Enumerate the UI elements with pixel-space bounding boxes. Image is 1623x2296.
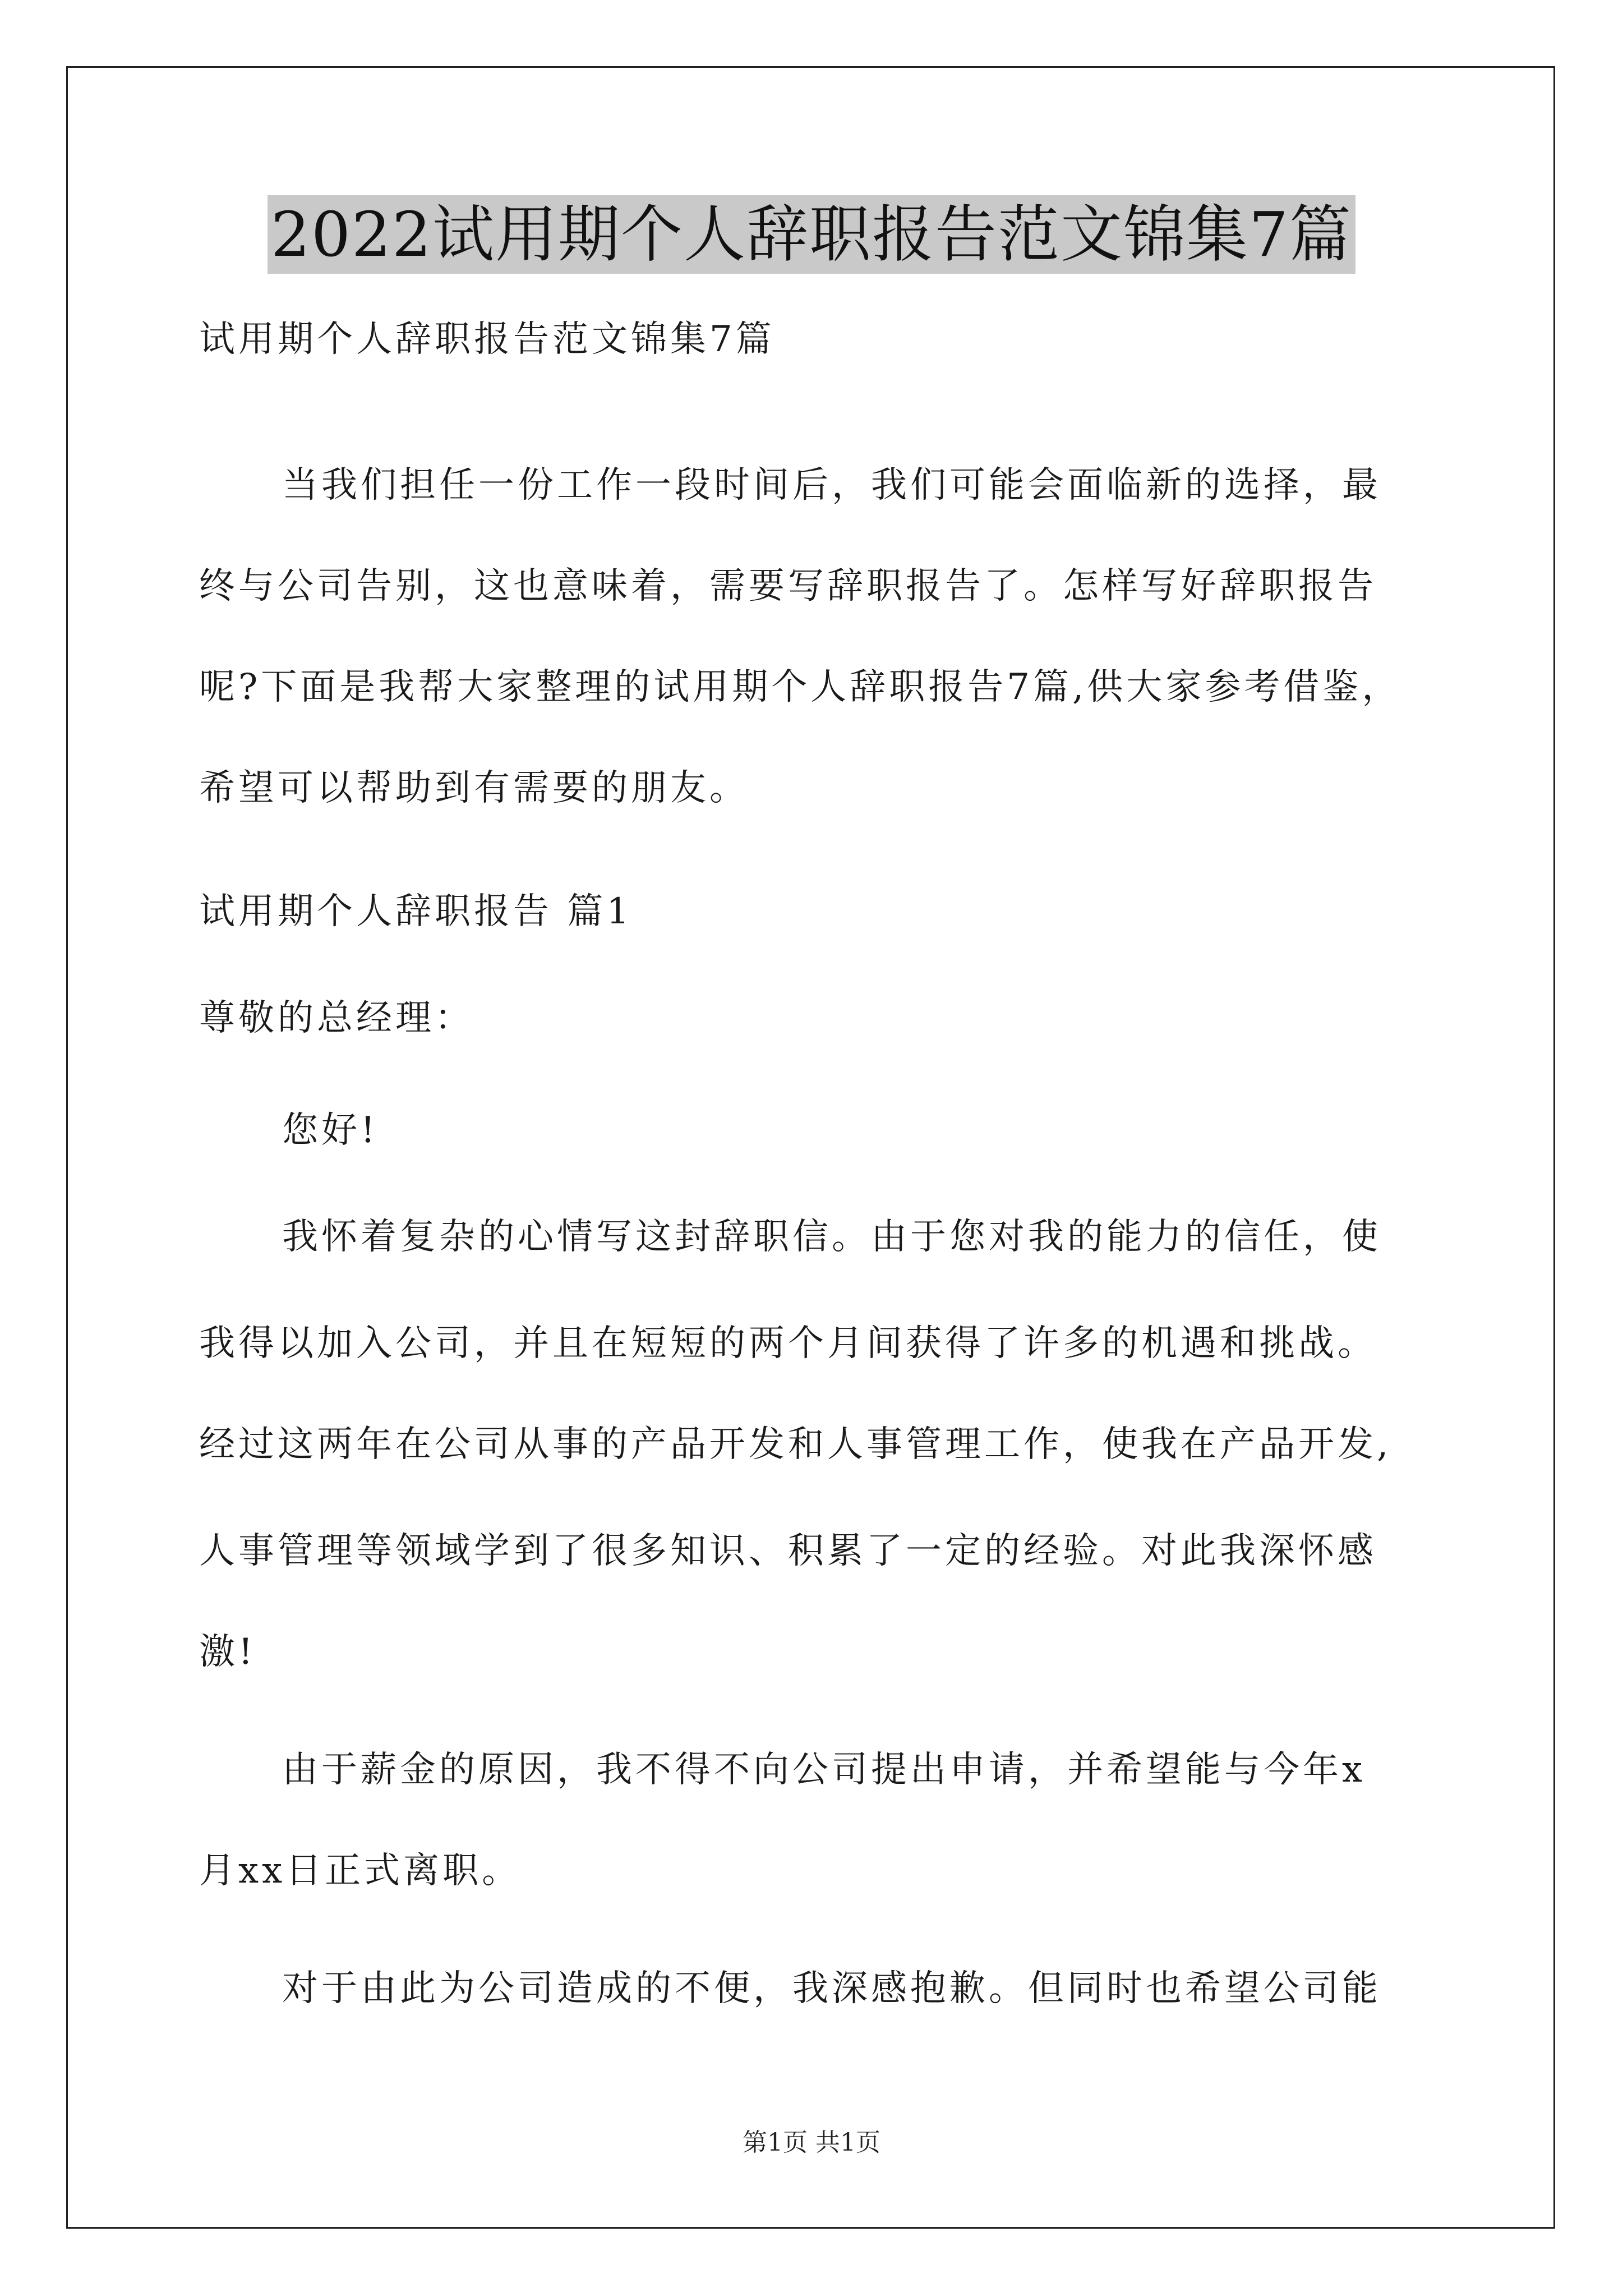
paragraph-line: 对于由此为公司造成的不便，我深感抱歉。但同时也希望公司能 [282, 1968, 1381, 2009]
paragraph-line: 我怀着复杂的心情写这封辞职信。由于您对我的能力的信任，使 [282, 1216, 1381, 1258]
intro-line: 希望可以帮助到有需要的朋友。 [199, 767, 749, 809]
paragraph-line: 激! [199, 1631, 256, 1673]
paragraph-line: 月xx日正式离职。 [199, 1850, 522, 1892]
greeting: 您好! [282, 1110, 379, 1151]
paragraph-line: 经过这两年在公司从事的产品开发和人事管理工作，使我在产品开发, [199, 1424, 1392, 1465]
page-number: 第1页 共1页 [743, 2128, 880, 2157]
paragraph-line: 由于薪金的原因，我不得不向公司提出申请，并希望能与今年x [282, 1749, 1366, 1791]
intro-line: 终与公司告别，这也意味着，需要写辞职报告了。怎样写好辞职报告 [199, 565, 1377, 607]
intro-line: 当我们担任一份工作一段时间后，我们可能会面临新的选择，最 [282, 464, 1381, 506]
intro-line: 呢?下面是我帮大家整理的试用期个人辞职报告7篇,供大家参考借鉴， [199, 666, 1401, 708]
document-title: 2022试用期个人辞职报告范文锦集7篇 [268, 195, 1355, 274]
title-container [0, 195, 1623, 274]
paragraph-line: 人事管理等领域学到了很多知识、积累了一定的经验。对此我深怀感 [199, 1530, 1377, 1572]
paragraph-line: 我得以加入公司，并且在短短的两个月间获得了许多的机遇和挑战。 [199, 1323, 1377, 1364]
salutation: 尊敬的总经理： [199, 997, 474, 1039]
section-heading: 试用期个人辞职报告 篇1 [199, 891, 633, 932]
document-subtitle: 试用期个人辞职报告范文锦集7篇 [199, 319, 775, 360]
